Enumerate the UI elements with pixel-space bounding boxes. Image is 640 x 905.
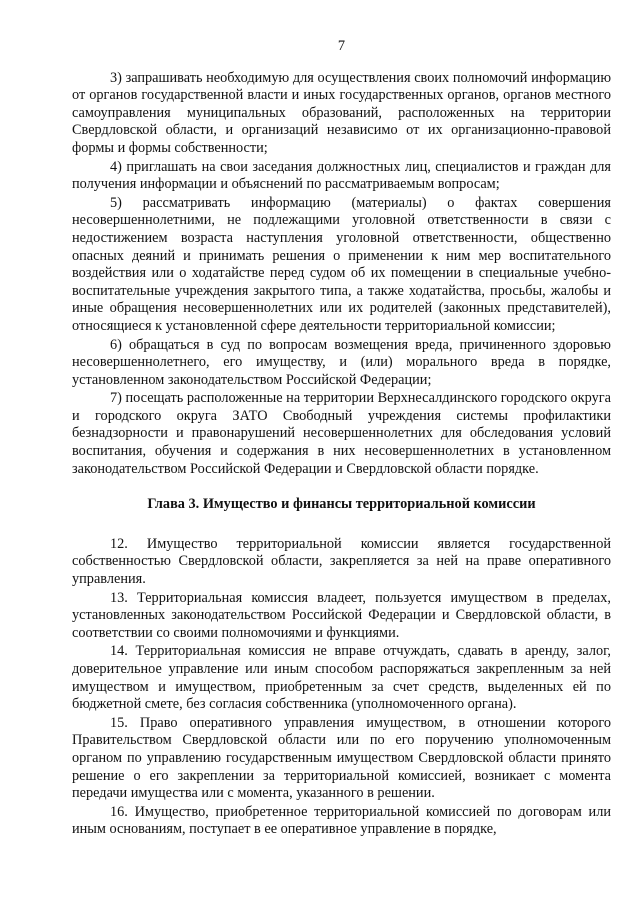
paragraph-item-7: 7) посещать расположенные на территории Верхнесалдинского городского округа и городского округа ЗАТО Свободный учреждения системы профилактики безнадзорности и правонарушений несовершеннолетних для обследования условий воспитания, обучения и содержания в них несовершеннолетних в установленном законодательством Российской Федерации и Свердловской области порядке. <box>72 390 611 477</box>
paragraph-clause-16: 16. Имущество, приобретенное территориальной комиссией по договорам или иным основаниям, поступает в ее оперативное управление в порядке, <box>72 803 611 838</box>
paragraph-item-5: 5) рассматривать информацию (материалы) о фактах совершения несовершеннолетними, не подлежащими уголовной ответственности в связи с недостижением возраста наступления уголовной ответственности, общественно опасных деяний и принимать решения о применении к ним мер воспитательного воздействия или о ходатайстве перед судом об их помещении в специальные учебно-воспитательные учреждения закрытого типа, а также ходатайства, просьбы, жалобы и иные обращения несовершеннолетних или их родителей (законных представителей), относящиеся к установленной сфере деятельности территориальной комиссии; <box>72 194 611 334</box>
chapter-title: Глава 3. Имущество и финансы территориальной комиссии <box>147 496 536 513</box>
paragraph-clause-12: 12. Имущество территориальной комиссии является государственной собственностью Свердловской области, закрепляется за ней на праве оперативного управления. <box>72 535 611 588</box>
paragraph-clause-14: 14. Территориальная комиссия не вправе отчуждать, сдавать в аренду, залог, доверительное управление или иным способом распоряжаться закрепленным за ней имуществом и имуществом, приобретенным за счет средств, выделенных ей по бюджетной смете, без согласия собственника (уполномоченного органа). <box>72 643 611 713</box>
document-page <box>72 38 611 839</box>
paragraph-item-3: 3) запрашивать необходимую для осуществления своих полномочий информацию от органов государственной власти и иных государственных органов, органов местного самоуправления муниципальных образований, расположенных на территории Свердловской области, и организаций независимо от их организационно-правовой формы и формы собственности; <box>72 69 611 156</box>
paragraph-item-4: 4) приглашать на свои заседания должностных лиц, специалистов и граждан для получения информации и объяснений по рассматриваемым вопросам; <box>72 158 611 193</box>
page-number: 7 <box>337 38 346 54</box>
paragraph-clause-13: 13. Территориальная комиссия владеет, пользуется имуществом в пределах, установленных законодательством Российской Федерации и Свердловской области, в соответствии со своими полномочиями и функциями. <box>72 589 611 641</box>
paragraph-clause-15: 15. Право оперативного управления имуществом, в отношении которого Правительством Свердловской области или по его поручению уполномоченным органом по управлению государственным имуществом Свердловской области принято решение о его закреплении за территориальной комиссией, возникает с момента передачи имущества или с момента, указанного в решении. <box>72 714 611 802</box>
paragraph-item-6: 6) обращаться в суд по вопросам возмещения вреда, причиненного здоровью несовершеннолетнего, его имуществу, и (или) морального вреда в порядке, установленном законодательством Российской Федерации; <box>72 336 611 388</box>
